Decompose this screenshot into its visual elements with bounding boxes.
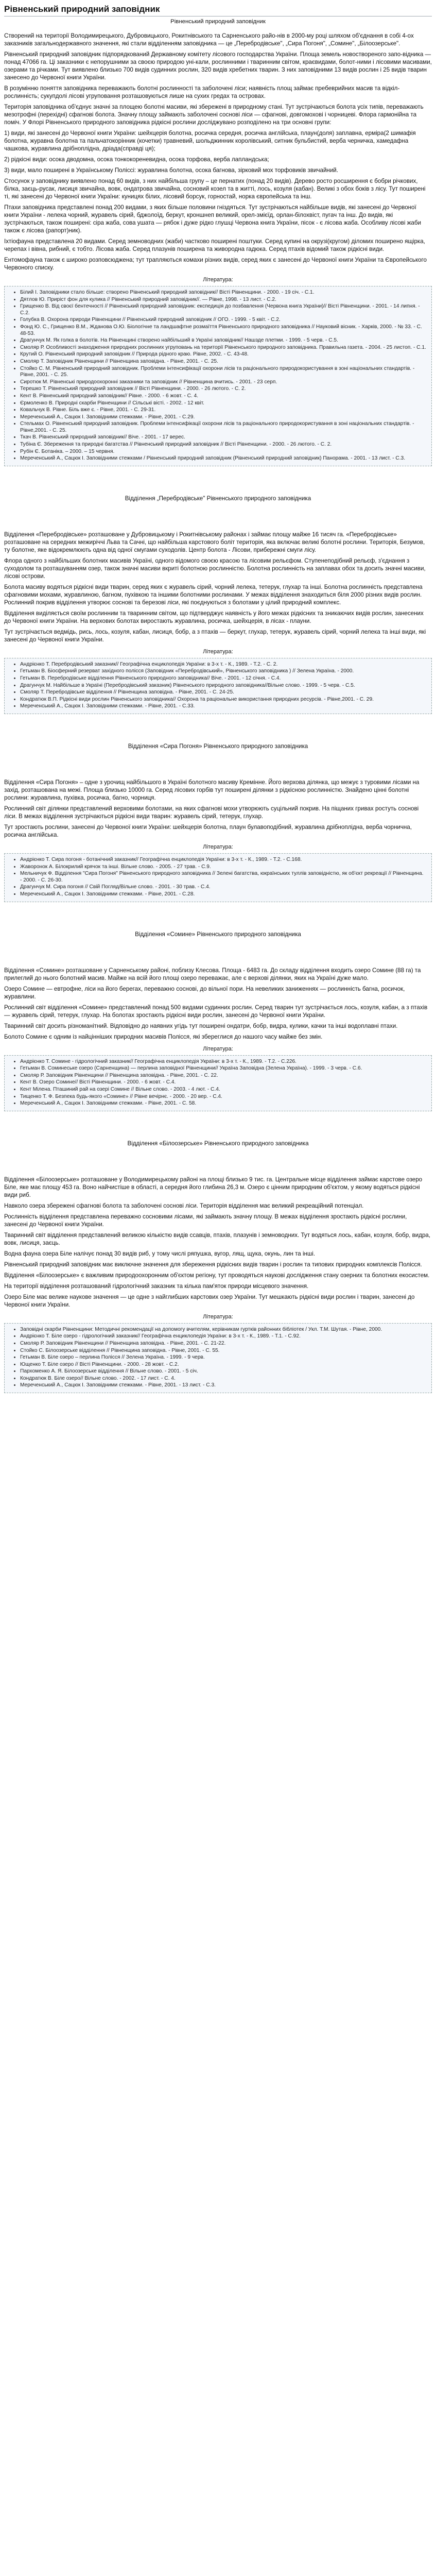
literature-item: • Сиротюк М. Рівненські природоохоронні заказники та заповідник // Рівненщина вчитись. - 2001. - 23 серп. [20, 379, 426, 386]
literature-item: • Крутий О. Рівненський природний заповідник // Природа рідного краю. Рівне, 2002. - С. 43-48. [20, 351, 426, 358]
literature-item: • Рубін Є. Ботаніка. – 2000. – 15 червня. [20, 449, 426, 455]
literature-item: • Мельничук Ф. Відділення "Сира Погоня" Рівненського природного заповідника // Зелені багатства, юкраїнських туллів заповідністю, як об'єкт рекреації // Рівненщина. - 2000. - С. 26-30. [20, 871, 426, 884]
literature-item: • Стойко С. Білоозерське відділення // Рівненщина заповідна. - Рівне, 2001. - С. 55. [20, 1348, 426, 1354]
literature-item: • Смоляр Р. Особливості знаходження природних рослинних угруповань на території Рівненського природного заповідника. Правильна газета. - 2004. - 25 листоп. - С.1. [20, 345, 426, 351]
literature-item: • Гетьман В. Біосферний резерват західного полісся (Заповідник «Перебродівський», Рівненського заповідника ) // Зелена Україна. - 2000. [20, 668, 426, 675]
literature-items [12, 857, 426, 898]
literature-item: • Смоляр Т. Заповідник Рівненщини // Рівненщина заповідна. - Рівне, 2001. - С. 25. [20, 359, 426, 365]
literature-item: • Смоляр Т. Перебродівське відділення // Рівненщина заповідна. - Рівне, 2001. - С. 24-25. [20, 689, 426, 696]
literature-item: • Смоляр Р. Заповідник Рівненщини // Рівненщина заповідна. - Рівне, 2001. - С. 21-22. [20, 1341, 426, 1347]
literature-item: • Голубка В. Охорона природи Рівненщини // Рівненський природний заповідник // ОГО. - 1999. - 5 квіт. - С.2. [20, 317, 426, 324]
literature-item: • Андрієнко Т. Сира погоня - ботанічний заказник// Географічна енциклопедія України: в 3-х т. - К., 1989. - Т.2. - С.168. [20, 857, 426, 863]
section-paragraph: Рослинність відділення представлена переважно сосновими лісами, які займають значну площу. В межах відділення зростають рідкісні рослини, занесені до Червоної книги України. [4, 1213, 407, 1228]
section-paragraph: Тут зростають рослини, занесені до Червоної книги України: шейхцерія болотна, плаун булавоподібний, журавлина дрібноплідна, верба чорнична, росичка англійська. [4, 824, 412, 838]
section-paragraph: Відділення «Сомине» розташоване у Сарненському районі, поблизу Клесова. Площа - 6483 га. До складу відділення входить озеро Сомине (88 га) та прилеглий до нього болотний масив. Майже на всій його площі озеро переважає, але є верхові ділянки, яких на Україні дуже мало. [4, 967, 421, 981]
section-paragraph: Болото Сомине є одним із найцінніших природних масивів Полісся, які збереглися до нашого часу майже без змін. [4, 1033, 323, 1040]
section-paragraph: Рослинний світ відділення «Сомине» представлений понад 500 видами судинних рослин. Серед тварин тут зустрічається лось, козуля, кабан, а з птахів — журавель сірий, тетерук, глухар. На болотах зростають рідкісні види рослин, занесені до Червоної книги України. [4, 1004, 428, 1019]
section-paragraph: Відділення «Перебродівське» розташоване у Дубровицькому і Рокитнівському районах і займає площу майже 16 тисяч га. «Перебродівське» розташоване на середних межиріччі Льва та Сачні, що найбільша карстового боліт територія, яка включає великі болотні рослини. Територія, Безумов, ту болотне, яке відокремлюють одна від одної смугами суходолів. Центр болота - Лісови, прибережні смуги лісу. [4, 531, 425, 553]
intro-paragraph: Іхтіофауна представлена 20 видами. Серед земноводних (жаби) частково поширені поштуки. Серед купині на окрузі(кругом) діломих поширено ящірка, черепах і вівна, рибний, є тобто. Лісова жаба. Серед плазунів поширена та живородна гадюка. Серед птахів відомий також рідкісні види. [4, 238, 425, 252]
page-subtitle: Рівненський природний заповідник [170, 19, 266, 25]
section [4, 1140, 432, 1393]
section-paragraph: Рівненський природний заповідник має виключне значення для збереження рідкісних видів тварин і рослин та типових природних комплексів Полісся. [4, 1261, 422, 1268]
intro-paragraph: 2) рідкісні види: осока дводомна, осока тонкокореневидна, осока торфова, верба лапландська; [4, 156, 269, 163]
intro-paragraph: 1) види, які занесені до Червоної книги України: шейхцерія болотна, росичка середня, росичка англійська, плаун(доля) заплавна, ерміра(2 шимафія болотна, журавна болотна та пальчатокорінник (кочетки) травневий, шольджинник королівський, ситник бульбистий, верба черничка, хамедафна чашкова, журавлина дрібноплідна, дріада(справді ця); [4, 130, 416, 152]
literature-item: • Мереченський А., Сацюк І. Заповідними стежками. - Рівне, 2001. - С. 58. [20, 1100, 426, 1107]
literature-item: • Ковальчук В. Рівне. Біль вже є. - Рівне, 2001. - С. 29-31. [20, 407, 426, 414]
section-paragraph: На території відділення розташований гідрологічний заказник та кілька пам'яток природи місцевого значення. [4, 1282, 309, 1290]
section-title: Відділення «Сомине» Рівненського природного заповідника [135, 930, 301, 938]
page-title: Рівненський природний заповідник [4, 4, 432, 16]
section [4, 277, 432, 466]
literature-item: • Дятлов Ю. Приріст фон для кулика // Рівненський природний заповідник//. — Рівне, 1998. - 13 лист. - С.2. [20, 297, 426, 303]
section-paragraph: Болота масиву водяться рідкісні види тварин, серед яких є журавель сірий, чорний лелека, тетерук, глухар та інші. Болотна рослинність представлена сфагновими мохами, журавлиною, багном, пухівкою та іншими болотними рослинами. У межах відділення знаходиться біля 2000 різних видів рослин. Рослинний покрив відділення утворює соснові та березові ліси, які поєднуються з болотами у цілий природний комплекс. [4, 583, 423, 606]
literature-list [4, 853, 432, 902]
literature-item: • Єрмоленко В. Природні скарби Рівненщини // Сільські вісті. - 2002. - 12 квіт. [20, 400, 426, 407]
section-paragraph: Озеро Сомине — евтрофне, ліси на його берегах, переважно соснові, до вільної пори. На невеликих заниженнях — рослинність багна, росичок, журавлини. [4, 985, 405, 1000]
section-paragraph: Водна фауна озера Біле налічує понад 30 видів риб, у тому числі ряпушка, вугор, лящ, щука, окунь, лин та інші. [4, 1250, 316, 1257]
literature-item: • Мереченський А., Сацюк І. Заповідними стежками. - Рівне, 2001. - С.29. [20, 414, 426, 421]
section-paragraph: Озеро Біле має велике наукове значення — це одне з найглибших карстових озер України. Тут мешкають рідкісні види рослин і тварин, занесені до Червоної книги України. [4, 1293, 415, 1308]
section [4, 495, 432, 714]
literature-item: • Кент В. Рівненський природний заповідник// Рівне. - 2000. - 6 жовт. - С. 4. [20, 393, 426, 400]
literature-heading: Література: [203, 844, 233, 850]
literature-item: • Заповідні скарби Рівненщини: Методичні рекомендації на допомогу вчителям, керівникам гуртків районних бібліотек / Укл. Т.М. Шутая. - Рівне, 2000. [20, 1327, 426, 1333]
literature-list [4, 286, 432, 466]
literature-item: • Кондратюк В.П. Рідкісні види рослин Рівненського заповідника// Охорона та раціональне використання природних ресурсів. - Рівне,2001. - С. 29. [20, 697, 426, 703]
intro-paragraph: Ентомофауна також є широко розповсюджена; тут трапляються комахи різних видів, серед яких є занесені до Червоної книги України та Європейського Червоного списку. [4, 257, 427, 271]
literature-item: • Терешко Т. Рівненський природний заповідник // Вісті Рівненщини. - 2000. - 26 лютого. - С. 2. [20, 386, 426, 393]
section-paragraph: Відділення «Сира Погоня» – одне з урочищ найбільшого в Україні болотного масиву Кремінне. Його верхова ділянка, що межує з туровими лісами на захід, розташована на межі. Площа близько 10000 га. Серед лісових горбів тут поширені ділянки з рідкісною рослинністю. Знайдено цінні болотні рослини: журавлина, пухівка, росичка, багно, чорниця. [4, 779, 420, 801]
literature-item: • Мереченський А., Сацюк І. Заповідними стежками. - Рівне, 2001. - 13 лист. - С.3. [20, 1382, 426, 1389]
literature-item: • Гетьман В. Соминеське озеро (Сарненщина) — перлина заповідної Рівненщини// Україна Заповідна (Зелена Україна). - 1999. - 3 черв. - С.6. [20, 1065, 426, 1072]
literature-item: • Стельмах О. Рівненський природний заповідник. Проблеми інтенсифікації охорони лісів та раціонального природокористування в зоні національних стандартів. - Рівне,2001. - С. 25. [20, 421, 426, 434]
literature-items [12, 662, 426, 710]
literature-item: • Мереченський А., Сацюк І. Заповідними стежками. - Рівне, 2001. - С.33. [20, 703, 426, 710]
intro-paragraph: Стосунок у заповіднику виявлено понад 60 видів, з них найбільша групу – це пернатих (понад 20 видів). Дерево росто росширення є бобри річкових, білка, заєць-русак, лисиця звичайна, вовк, ондатрова звичайна, сосновий козел та в житті, лось, козуля (кабан). Великі з обох боків з лісу. Тут поширені ті, які занесені до Червоної книги України: куницях білих, лісовий борсук, горностай, норка європейська та інш. [4, 178, 426, 200]
literature-list [4, 1055, 432, 1111]
literature-items [12, 290, 426, 462]
literature-heading: Література: [203, 648, 233, 655]
literature-list [4, 658, 432, 714]
intro-paragraph: 3) види, мало поширені в Українському Поліссі: журавлина болотна, осока багнова, зірковий мох торфовиків звичайний. [4, 167, 338, 174]
literature-item: • Драгунчук М. Найбільше в Україні (Перебродівський заказник) Рівненського природного заповідника//Вільне слово. - 1999. - 5 черв. - С.5. [20, 683, 426, 689]
sections [4, 277, 432, 1393]
intro-paragraph: Птахи заповідника представлені понад 200 видами, з яких більше половини гніздяться. Тут зустрічаються найбільше видів, які занесені до Червоної книги України - лелека чорний, журавель сірий, бджолоїд, беркут, кроншнеп великий, орел-змієїд, орлан-білохвіст, пугач та інш. До видів, які зустрічаються, також поширені: сіра жаба, сова ушата — рябок і дуже рідко глушці Червона книга України, пісок - є лісова жаба. Особливу лісові жаби також є лісова (рапорт)ник). [4, 204, 421, 234]
intro-paragraph: Створений на території Володимирецького, Дубровицького, Рокитнівського та Сарненського райо-нів в 2000-му році шляхом об'єднання в собі 4-ох заказників загальнодержавного значення, які стали відділенням заповідника — це „Перебродівське", „Сира Погоня", „Сомине", „Білоозерське". [4, 32, 414, 47]
literature-heading: Література: [203, 277, 233, 283]
literature-item: • Стойко С. М. Рівненський природний заповідник. Проблеми інтенсифікації охорони лісів та раціонального природокористування в зоні національних стандартів. - Рівне, 2001. - С. 25. [20, 366, 426, 379]
literature-item: • Мереченський А., Сацюк І. Заповідними стежками. - Рівне, 2001. - С.28. [20, 891, 426, 898]
section-title: Відділення «Білоозерське» Рівненського природного заповідника [127, 1140, 309, 1147]
literature-heading: Література: [203, 1313, 233, 1320]
section-title: Відділення «Сира Погоня» Рівненського природного заповідника [128, 743, 308, 750]
literature-item: • Пархоменко А. Я. Білоозерське відділення // Вільне слово. - 2001. - 5 січ. [20, 1368, 426, 1375]
section-paragraph: Тваринний світ досить різноманітний. Відповідно до наявних угідь тут поширені ондатри, бобр, видра, кулики, качки та інші водоплавні птахи. [4, 1022, 398, 1029]
literature-item: • Тищенко Т. Ф. Безпека будь-якого «Сомине» // Рівне вечірнє. - 2000. - 20 вер. - С.4. [20, 1094, 426, 1100]
literature-items [12, 1059, 426, 1107]
intro-paragraph: В розумінню поняття заповідника переважають болотні рослинності та заболочені ліси; наявність площ займає пребеврийних масив та вiдкiл-рослинність; сукупдолi лісові угруповання розташовуються лише на сухих гредах та островах. [4, 85, 400, 99]
literature-item: • Гетьман В. Перебродівське відділення Рівненського природного заповідника// Віче. - 2001. - 12 січня. - С.4. [20, 675, 426, 682]
literature-item: • Білий І. Заповідники стало більше: створено Рівненський природний заповідник// Вісті Рівненщини. - 2000. - 19 січ. - С.1. [20, 290, 426, 296]
literature-item: • Гетьман В. Біле озеро – перлина Полісся // Зелена Україна. - 1999. - 9 черв. [20, 1354, 426, 1361]
intro-paragraph: Територія заповідника об'єднує значні за площею болотні масиви, які збережені в природному стані. Тут зустрічаються болота усіх типів, переважають мезотрофні (перехідні) сфагнові болота. Значну площу займають заболочені соснові ліси — сфагнові, довгомохові і чорницеві. Флора гармонійна та поміч. У Флорі Рівненського природного заповідника рідкісні рослини досліджувано розподілено на три основні групи: [4, 104, 424, 126]
section-title: Відділення „Перебродівське" Рівненського природного заповідника [125, 495, 311, 502]
intro-text [4, 32, 432, 272]
section-paragraph: Тут зустрічається ведмідь, рись, лось, козуля, кабан, лисиця, бобр, а з птахів — беркут, глухар, тетерук, журавель сірий, чорний лелека та інші види, які занесені до Червоної книги України. [4, 628, 426, 643]
literature-list [4, 1323, 432, 1393]
literature-item: • Кент В. Озеро Сомине// Вісті Рівненщини. - 2000. - 6 жовт. - С.4. [20, 1079, 426, 1086]
literature-item: • Тубіна Є. Збереження та природні багатства // Рівненський природний заповідник // Вісті Рівненщини. - 2000. - 26 лютого. - С. 2. [20, 442, 426, 448]
section-paragraph: Флора одного з найбільших болотних масивів Україні, одного відомого своєю красою та лісовим рельєфом. Ступенеподібний рельєф, з'єднання з суходолом та розташуванням озер, також значні масиви вкриті болотною рослинністю. Болотна рослинність на заплавах обох та досить значні масиви, лісові острови. [4, 557, 426, 580]
literature-item: • Андрієнко Т. Сомине - гідрологічний заказник// Географічна енциклопедія України: в 3-х т. - К., 1989. - Т.2. - С.226. [20, 1059, 426, 1065]
literature-items [12, 1327, 426, 1389]
literature-item: • Смоляр Р. Заповідник Рівненщини // Рівненщина заповідна. - Рівне, 2001. - С. 22. [20, 1073, 426, 1079]
section-paragraph: Рослинний світ ділянки представлений верховими болотами, на яких сфагнові мохи утворюють суцільний покрив. На піщаних гривах ростуть соснові ліси. В межах відділення зустрічаються рідкісні види тварин: журавель сірий, тетерук, глухар. [4, 805, 419, 820]
literature-item: • Мереченський А., Сацюк І. Заповідними стежками / Рівненський природний заповідник (Рівненський природний заповідник) Панорама. - 2001. - 13 лист. - С.3. [20, 455, 426, 462]
literature-item: • Жаворонок А. Білокрилий крячок та інші. Вільне слово. - 2005. - 27 трав. - С.9. [20, 864, 426, 871]
literature-item: • Грищенко В. Від своєї бентечності // Рівненський природний заповідник: експедиція до позбавлення (Червона книга України)// Вісті Рівненщини. - 2001. - 14 липня. - С.2. [20, 303, 426, 316]
section-paragraph: Відділення «Білоозерське» є важливим природоохоронним об'єктом регіону, тут проводяться наукові дослідження стану озерних та болотних екосистем. [4, 1272, 430, 1279]
intro-paragraph: Рівненський природний заповідник підпорядкований Державному комітету лісового господарства України. Площа земель новоствореного запо-відника — понад 47066 га. Ці заказники є непорушними за своєю природою уні-кали, рослинними і тваринним світом, краєвидами, болот-ними і лісовими масивами, озерами та річками. Тут виявлено близько 700 видів судинних рослин, 320 видів хребетних тварин. З них заповідними 13 видів рослин і 25 видів тварин занесено до Червоної книги України. [4, 51, 432, 81]
literature-item: • Андрієнко Т. Перебродівський заказник// Географічна енциклопедія України: в 3-х т. - К., 1989. - Т.2. - С. 2. [20, 662, 426, 668]
literature-heading: Література: [203, 1045, 233, 1052]
section [4, 743, 432, 902]
section-paragraph: Відділення виділяється своїм рослинним та тваринним світом, що підтверджує наявність у його межах рідкісних та зникаючих видів рослин, занесених до Червоної книги України. На верхових болотах виростають журавлина, росичка, шейхцерія, в лісах - плауни. [4, 609, 424, 624]
literature-item: • Андрієнко Т. Біле озеро - гідрологічний заказник// Географічна енциклопедія України: в 3-х т. - К., 1989. - Т.1. - С.92. [20, 1333, 426, 1340]
literature-item: • Ткач В. Рівненський природний заповідник// Віче. - 2001. - 17 верес. [20, 434, 426, 441]
section-paragraph: Навколо озера збережені сфагнові болота та заболочені соснові ліси. Територія відділення має великий рекреаційний потенціал. [4, 1202, 364, 1209]
literature-item: • Драгунчук М. Сира погоня // Свій Погляд/Вільне слово. - 2001. - 30 трав. - С.4. [20, 884, 426, 891]
literature-item: • Фонд Ю. С., Грищенко В.М., Жданова О.Ю. Біологічне та ландшафтне розмаїття Рівненського природного заповідника // Науковий вісник. - Харків, 2000. - № 33. - С. 48-53. [20, 324, 426, 337]
section-paragraph: Тваринний світ відділення представлений великою кількістю видів ссавців, птахів, плазунів і земноводних. Тут водяться лось, кабан, козуля, бобр, видра, вовк, лисиця, заєць. [4, 1231, 431, 1246]
section [4, 931, 432, 1111]
literature-item: • Кондратюк В. Біле озеро// Вільне слово. - 2002. - 17 лист. - С. 4. [20, 1376, 426, 1382]
literature-item: • Драгунчук М. Як голка в болотів. На Рівненщині створено найбільший в Україні заповідник// Нашзде плетми. - 1999. - 5 черв. - С.5. [20, 337, 426, 344]
literature-item: • Ющенко Т. Біле озеро // Вісті Рівненщини. - 2000. - 28 жовт. - С.2. [20, 1362, 426, 1368]
section-paragraph: Відділення «Білоозерське» розташоване у Володимирецькому районі на площі близько 9 тис. га. Центральне місце відділення займає карстове озеро Біле, яке має площу 453 га. Воно найчистіше в області, а середня його глибина 26,3 м. Озеро є цінним природним об'єктом, у якому водяться рідкісні види риб. [4, 1176, 423, 1198]
literature-item: • Кент Мілена. Пташиний рай на озері Сомине // Вільне слово. - 2003. - 4 лют. - С.4. [20, 1087, 426, 1093]
